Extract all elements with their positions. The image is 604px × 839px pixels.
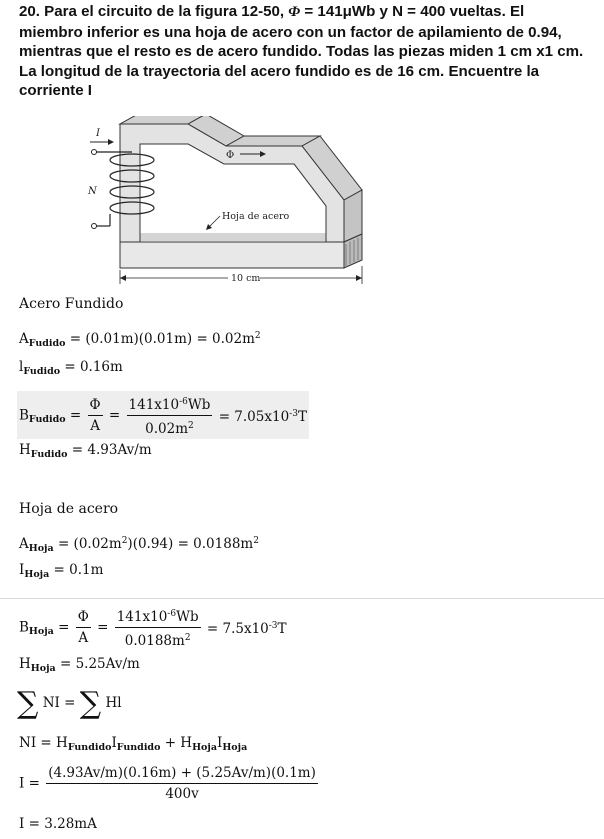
label-turns: N: [88, 186, 97, 197]
label-sheet: Hoja de acero: [222, 211, 290, 222]
sum-symbol-right: ∑: [79, 686, 102, 721]
ampere-law-eq: ∑ NI = ∑ Hl: [17, 686, 122, 721]
ni-eq: NI = $H_{Fundido}I_{Fundido} + H_{Hoja}I_{Hoja}$: [19, 735, 248, 753]
sheet-length-eq: $I_{Hoja} = 0.1m$: [19, 562, 104, 580]
sheet-field-eq: $H_{Hoja} = 5.25Av/m$: [19, 656, 140, 674]
cast-area-eq: $A_{Fudido} = (0.01m)(0.01m) = 0.02m^2$: [19, 331, 261, 349]
current-result: I = 3.28mA: [19, 816, 97, 832]
divider: [0, 598, 604, 599]
cast-heading: Acero Fundido: [19, 296, 124, 312]
sheet-flux-density-eq: $B_{Hoja}$ = $\frac{\Phi}{A}$ = $\frac{141x10^{-6}Wb}{0.0188m^2}$ = $7.5x10^{-3}T$: [19, 605, 287, 650]
label-current: I: [96, 128, 100, 139]
magnetic-circuit-figure: [84, 116, 380, 286]
cast-field-eq: $H_{Fudido} = 4.93Av/m$: [19, 442, 152, 460]
label-length: 10 cm: [231, 273, 261, 284]
cast-length-eq: $l_{Fudido} = 0.16m$: [19, 359, 123, 377]
phi-symbol: Φ: [288, 4, 301, 20]
sheet-heading: Hoja de acero: [19, 501, 119, 517]
problem-statement: 20. Para el circuito de la figura 12-50, Φ = 141μWb y N = 400 vueltas. El miembro inferior es una hoja de acero con un factor de apilamiento de 0.94, mientras que el resto es de acero fundido. Todas las piezas miden 1 cm x1 cm. La longitud de la trayectoria del acero fundido es de 16 cm. Encuentre la corriente I: [19, 3, 584, 100]
sheet-area-eq: $A_{Hoja} = (0.02m^2)(0.94) = 0.0188m^2$: [19, 536, 259, 554]
label-flux: Φ: [226, 150, 235, 161]
cast-flux-density-eq: $B_{Fudido}$ = $\frac{\Phi}{A}$ = $\frac{141x10^{-6}Wb}{0.02m^2}$ = $7.05x10^{-3}T$: [19, 393, 307, 438]
current-eq: I = $\frac{(4.93Av/m)(0.16m) + (5.25Av/m)(0.1m)}{400v}$: [19, 765, 316, 802]
